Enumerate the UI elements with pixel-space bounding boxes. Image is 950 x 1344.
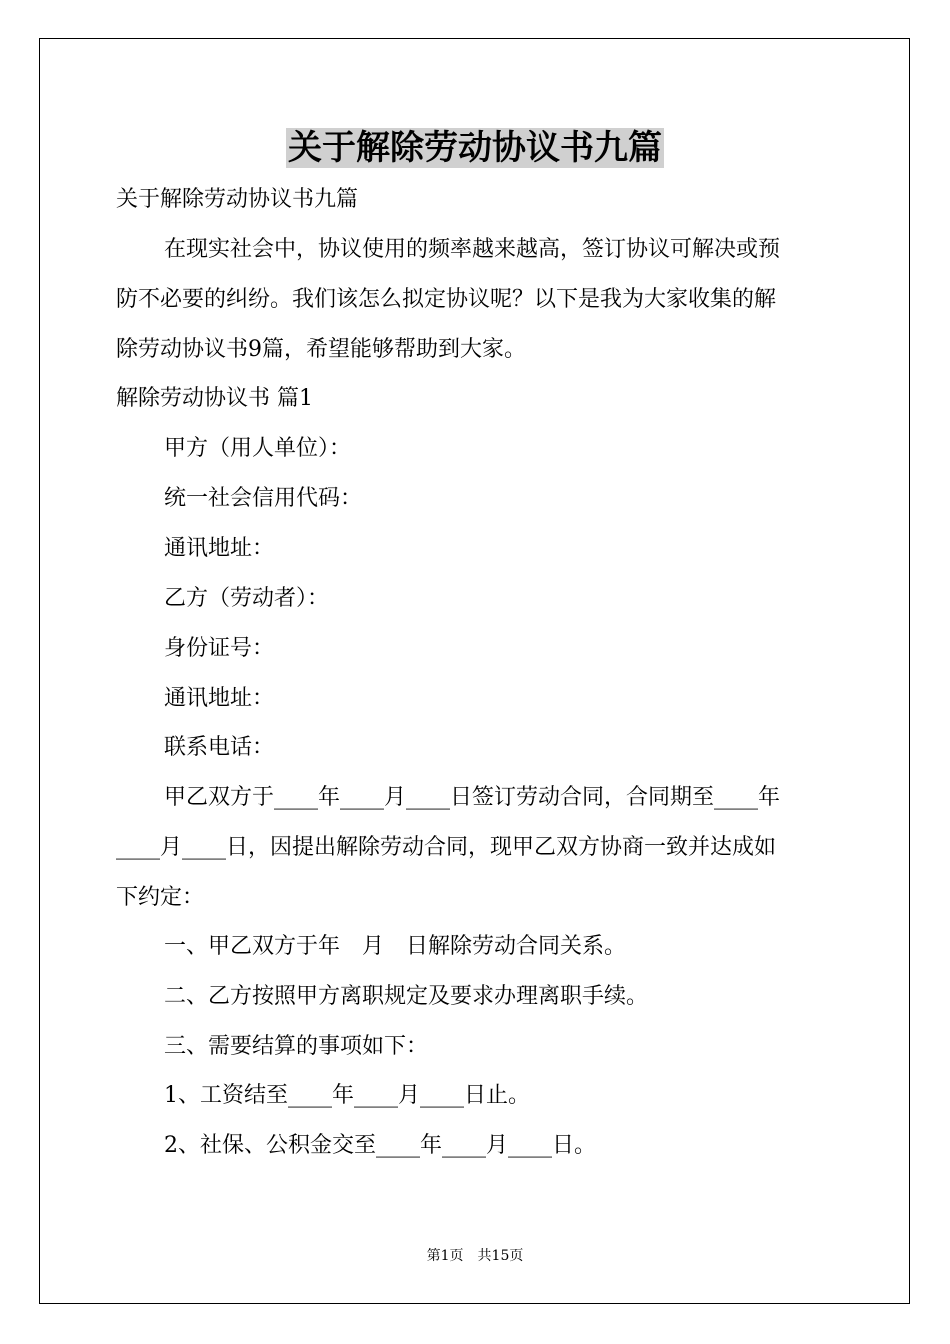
field-party-a: 甲方（用人单位）： [164, 436, 352, 461]
field-id-number: 身份证号： [164, 636, 275, 661]
clause-2: 二、乙方按照甲方离职规定及要求办理离职手续。 [164, 984, 649, 1009]
clause-3: 三、需要结算的事项如下： [164, 1034, 429, 1059]
item-1: 1、工资结至____年____月____日止。 [164, 1083, 530, 1108]
document-subtitle: 关于解除劳动协议书九篇 [116, 187, 359, 212]
intro-line-3: 除劳动协议书9篇，希望能够帮助到大家。 [116, 337, 526, 362]
section-heading: 解除劳动协议书 篇1 [116, 386, 313, 411]
clause-1: 一、甲乙双方于年 月 日解除劳动合同关系。 [164, 934, 627, 959]
field-party-b: 乙方（劳动者）： [164, 586, 330, 611]
document-title [0, 124, 950, 172]
item-2: 2、社保、公积金交至____年____月____日。 [164, 1133, 596, 1158]
intro-line-2: 防不必要的纠纷。我们该怎么拟定协议呢？以下是我为大家收集的解 [116, 287, 777, 312]
agreement-line-2: ____月____日，因提出解除劳动合同，现甲乙双方协商一致并达成如 [116, 835, 777, 860]
field-address-a: 通讯地址： [164, 536, 275, 561]
field-credit-code: 统一社会信用代码： [164, 486, 363, 511]
document-title-text: 关于解除劳动协议书九篇 [288, 128, 662, 168]
page-footer: 第1页 共15页 [426, 1248, 524, 1264]
field-address-b: 通讯地址： [164, 686, 275, 711]
agreement-line-1: 甲乙双方于____年____月____日签订劳动合同，合同期至____年 [164, 785, 781, 810]
intro-line-1: 在现实社会中，协议使用的频率越来越高，签订协议可解决或预 [164, 237, 781, 262]
agreement-line-3: 下约定： [116, 885, 205, 910]
field-phone: 联系电话： [164, 735, 275, 760]
page-border [39, 38, 910, 1304]
